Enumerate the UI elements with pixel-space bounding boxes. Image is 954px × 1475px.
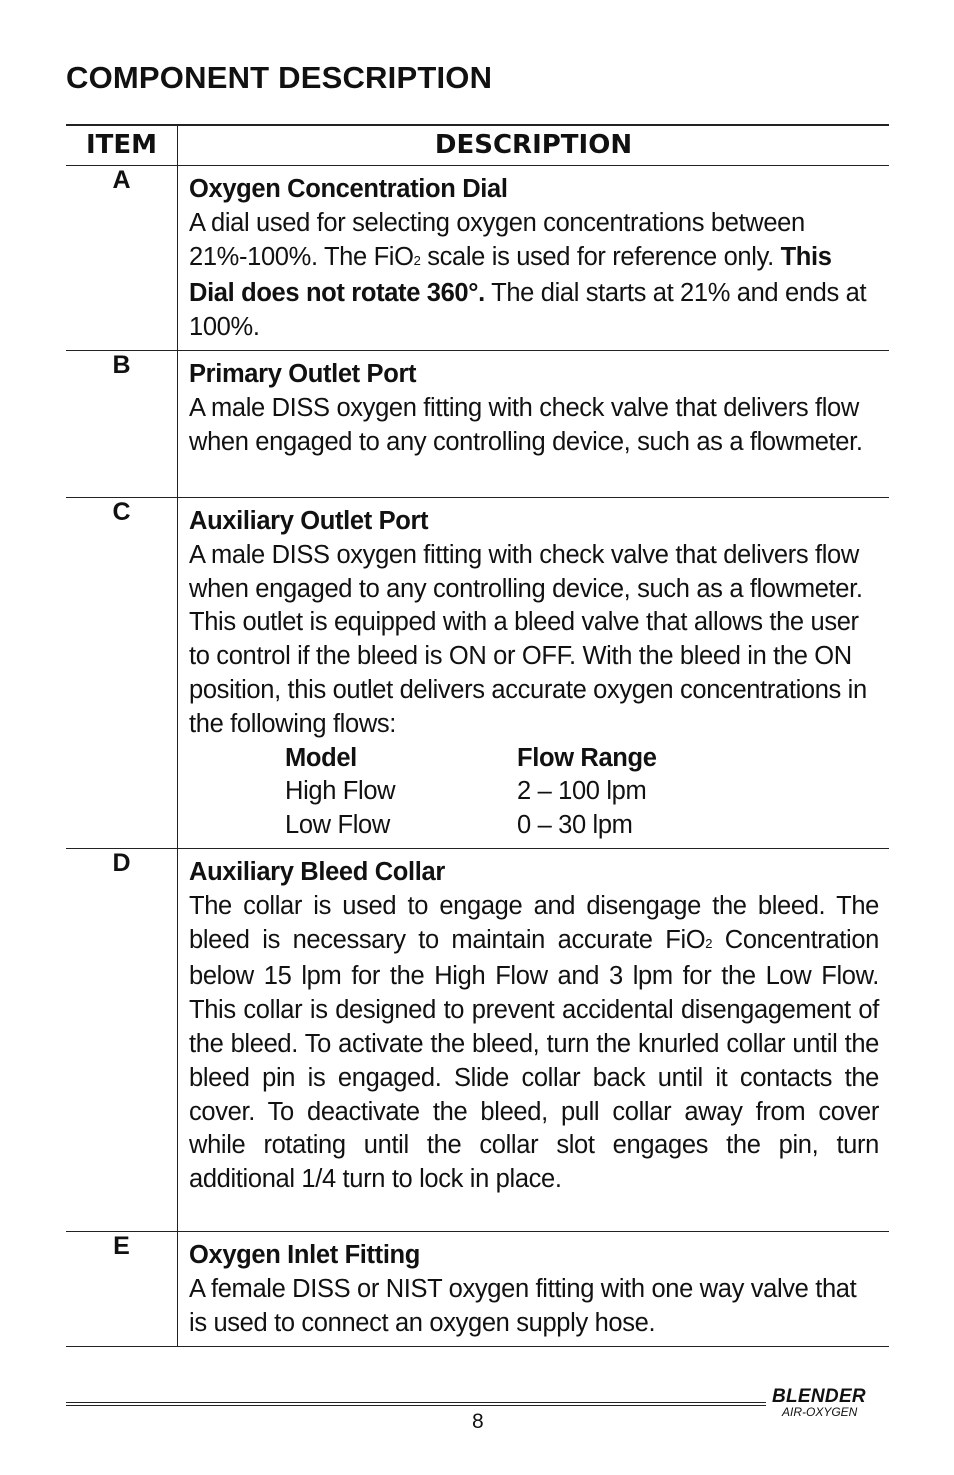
footer-rule — [66, 1402, 766, 1408]
component-name: Auxiliary Bleed Collar — [189, 857, 445, 886]
item-letter: C — [66, 497, 178, 848]
description-text: A female DISS or NIST oxygen fitting with one way valve that is used to connect an oxygen supply hose. — [189, 1274, 857, 1337]
brand-name: BLENDER — [772, 1386, 866, 1407]
component-name: Primary Outlet Port — [189, 359, 417, 388]
description-text: Concentration below 15 lpm for the High Flow and 3 lpm for the Low Flow. This collar is designed to prevent accidental disengagement of the bleed. To activate the bleed, turn the knurled collar until the bleed pin is engaged. Slide collar back until it contacts the cover. To deactivate the bleed, pull collar away from cover while rotating until the collar slot engages the pin, turn additional 1/4 turn to lock in place. — [189, 925, 879, 1194]
flow-range: 0 – 30 lpm — [517, 811, 633, 840]
component-name: Oxygen Inlet Fitting — [189, 1240, 421, 1269]
description-column-header: DESCRIPTION — [434, 130, 633, 160]
flow-header-range: Flow Range — [517, 743, 657, 772]
table-header-row — [66, 125, 889, 166]
description-text: The collar is used to engage and disengage the bleed. The bleed is necessary to maintain accurate FiO — [189, 891, 879, 954]
brand-subtitle: AIR-OXYGEN — [782, 1405, 858, 1419]
table-row — [66, 1231, 889, 1346]
flow-range-table — [285, 742, 879, 843]
item-column-header: ITEM — [66, 125, 178, 166]
page-number: 8 — [472, 1410, 484, 1433]
table-row — [66, 166, 889, 351]
item-letter: B — [66, 350, 178, 497]
description-cell — [178, 1231, 890, 1346]
description-text: scale is used for reference only. — [420, 242, 774, 271]
table-row — [66, 848, 889, 1231]
description-cell — [178, 497, 890, 848]
subscript: 2 — [413, 252, 421, 268]
flow-model: Low Flow — [285, 811, 390, 840]
description-text: The dial starts at 21% and ends at 100%. — [189, 279, 867, 342]
flow-model: High Flow — [285, 777, 396, 806]
page-title: COMPONENT DESCRIPTION — [66, 60, 493, 95]
item-letter: A — [66, 166, 178, 351]
brand-logo — [772, 1386, 866, 1419]
description-text: A dial used for selecting oxygen concentrations between 21%-100%. The FiO — [189, 208, 805, 271]
table-row — [66, 497, 889, 848]
flow-header-model: Model — [285, 743, 357, 772]
description-cell — [178, 350, 890, 497]
warning-text: This Dial does not rotate 360°. — [189, 242, 832, 308]
component-table — [66, 124, 889, 1347]
table-row — [66, 350, 889, 497]
item-letter: E — [66, 1231, 178, 1346]
description-text: A male DISS oxygen fitting with check valve that delivers flow when engaged to any controlling device, such as a flowmeter. This outlet is equipped with a bleed valve that allows the user to control if the bleed is ON or OFF. With the bleed in the ON position, this outlet delivers accurate oxygen concentrations in the following flows: — [189, 540, 867, 738]
component-name: Oxygen Concentration Dial — [189, 175, 508, 203]
component-name: Auxiliary Outlet Port — [189, 506, 429, 535]
description-cell — [178, 848, 890, 1231]
description-cell — [178, 166, 890, 351]
description-text: A male DISS oxygen fitting with check valve that delivers flow when engaged to any controlling device, such as a flowmeter. — [189, 393, 863, 456]
subscript: 2 — [705, 935, 713, 951]
flow-range: 2 – 100 lpm — [517, 777, 647, 806]
item-letter: D — [66, 848, 178, 1231]
